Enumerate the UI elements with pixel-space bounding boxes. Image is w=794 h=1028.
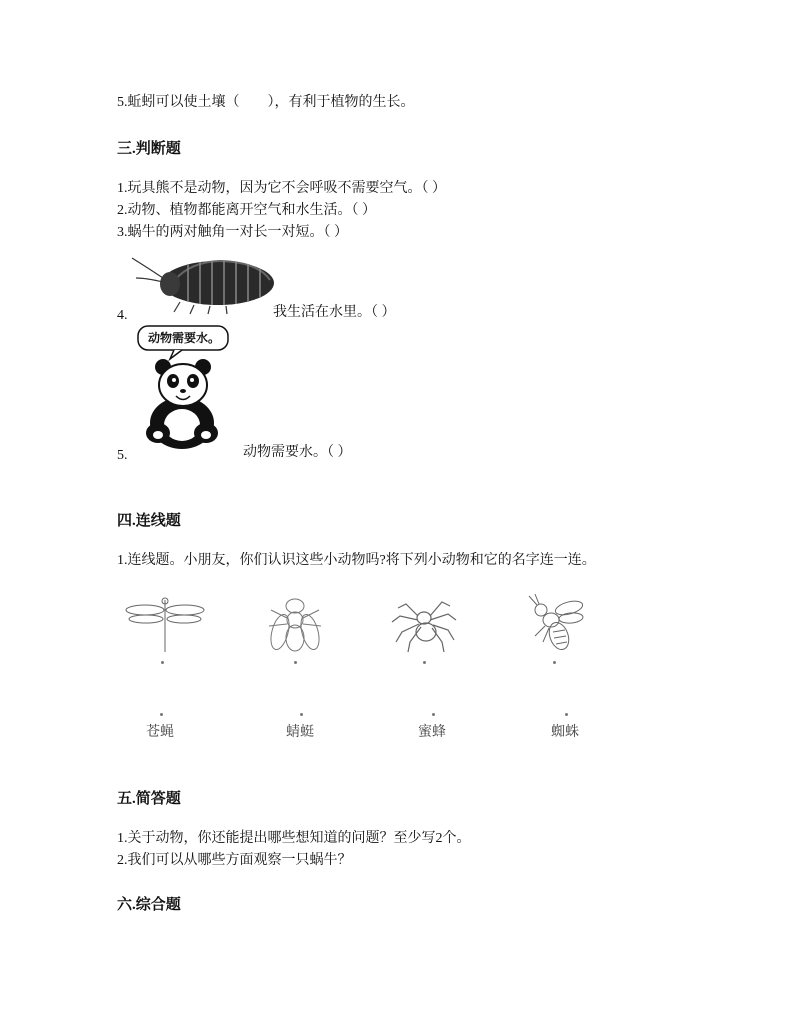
fly-icon [265, 592, 325, 656]
judge-item-2: 2.动物、植物都能离开空气和水生活。（ ） [117, 203, 376, 218]
judge-item-4-number: 4. [117, 308, 128, 323]
dragonfly-icon [125, 594, 205, 654]
section-4-heading: 四.连线题 [117, 513, 181, 529]
section-6-heading: 六.综合题 [117, 897, 181, 913]
bee-dot[interactable] [553, 661, 556, 664]
name-dot-1[interactable] [160, 713, 163, 716]
matching-question: 1.连线题。小朋友，你们认识这些小动物吗?将下列小动物和它的名字连一连。 [117, 553, 596, 568]
name-label-fly: 苍蝇 [146, 725, 174, 740]
short-answer-1: 1.关于动物，你还能提出哪些想知道的问题？至少写2个。 [117, 831, 471, 846]
judge-item-1: 1.玩具熊不是动物，因为它不会呼吸不需要空气。（ ） [117, 181, 446, 196]
bee-icon [523, 592, 587, 654]
section-3-heading: 三.判断题 [117, 141, 181, 157]
fly-dot[interactable] [294, 661, 297, 664]
section-5-heading: 五.简答题 [117, 791, 181, 807]
dragonfly-dot[interactable] [161, 661, 164, 664]
pill-bug-image [130, 250, 275, 315]
judge-item-4-text: 我生活在水里。（ ） [273, 305, 396, 320]
judge-item-5-text: 动物需要水。（ ） [243, 445, 352, 460]
panda-speech-bubble: 动物需要水。 [147, 331, 220, 345]
fill-item-5: 5.蚯蚓可以使土壤（ ），有利于植物的生长。 [117, 95, 415, 110]
judge-item-5-number: 5. [117, 448, 128, 463]
name-dot-4[interactable] [565, 713, 568, 716]
name-label-dragonfly: 蜻蜓 [286, 725, 314, 740]
name-dot-2[interactable] [300, 713, 303, 716]
judge-item-3: 3.蜗牛的两对触角一对长一对短。（ ） [117, 225, 348, 240]
short-answer-2: 2.我们可以从哪些方面观察一只蜗牛？ [117, 853, 352, 868]
spider-icon [388, 594, 460, 654]
panda-image [136, 323, 246, 455]
spider-dot[interactable] [423, 661, 426, 664]
name-label-bee: 蜜蜂 [418, 725, 446, 740]
name-label-spider: 蜘蛛 [551, 725, 579, 740]
name-dot-3[interactable] [432, 713, 435, 716]
